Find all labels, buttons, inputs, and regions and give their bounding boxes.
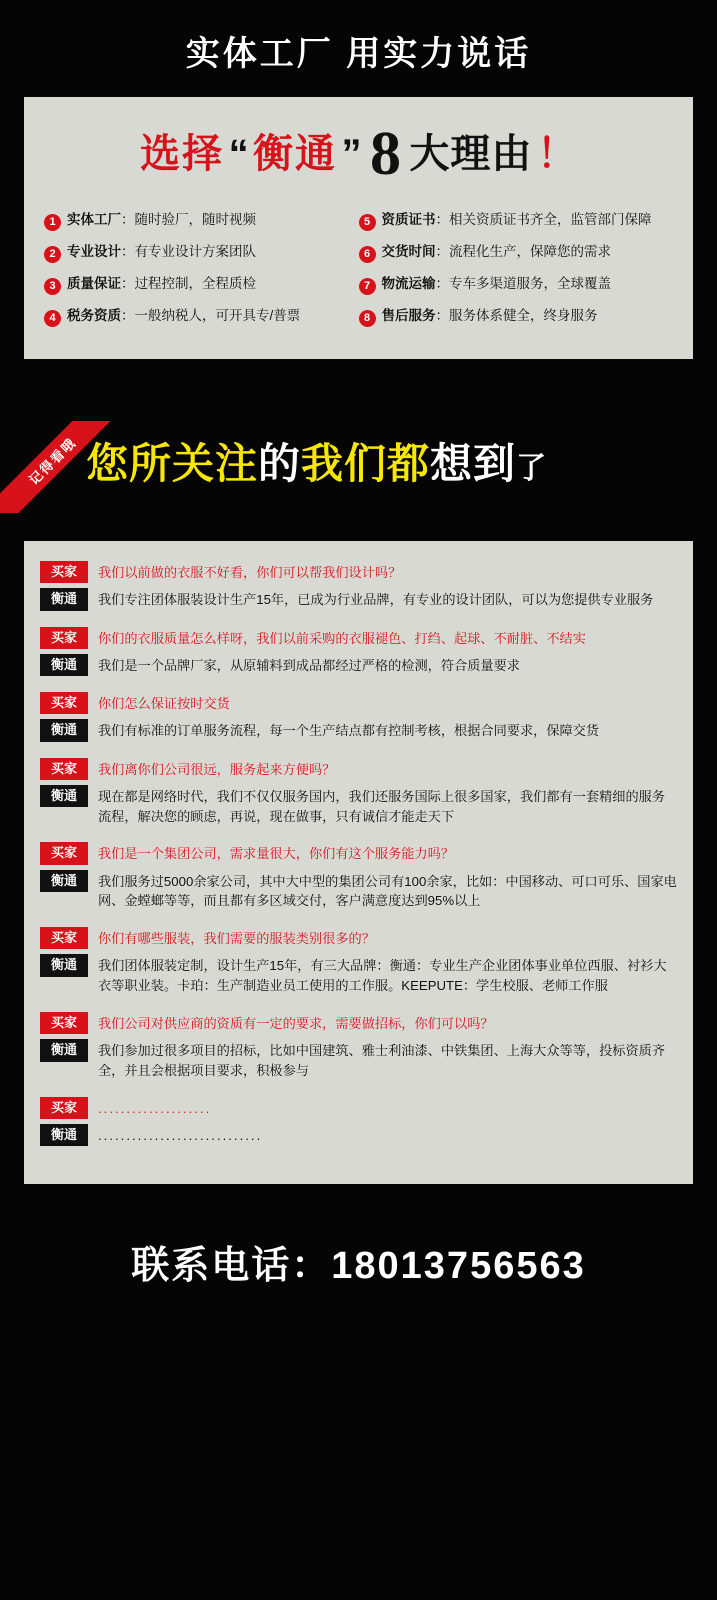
reason-desc: 有专业设计方案团队 xyxy=(134,244,256,259)
qa-answer-text: 我们有标准的订单服务流程，每一个生产结点都有控制考核，根据合同要求，保障交货 xyxy=(98,723,600,739)
qa-question-row xyxy=(40,842,677,864)
reason-label: 物流运输 xyxy=(381,276,436,291)
reasons-title xyxy=(44,119,673,188)
reason-label: 资质证书 xyxy=(381,212,436,227)
reasons-title-brand: 衡通 xyxy=(253,132,338,176)
buyer-tag: 买家 xyxy=(40,842,88,864)
brand-tag: 衡通 xyxy=(40,1124,88,1146)
reasons-card xyxy=(24,97,693,359)
reason-number-badge: 3 xyxy=(44,278,61,295)
reason-number-badge: 8 xyxy=(359,310,376,327)
qa-question-text: 我们以前做的衣服不好看，你们可以帮我们设计吗？ xyxy=(98,565,402,580)
reason-desc: 过程控制，全程质检 xyxy=(134,276,256,291)
reason-label: 质量保证 xyxy=(67,276,121,291)
corner-ribbon-label: 记得看哦 xyxy=(0,421,118,513)
qa-block xyxy=(40,561,677,611)
contact-phone-bar xyxy=(0,1210,717,1319)
reason-text xyxy=(67,211,256,229)
qa-block xyxy=(40,842,677,911)
banner-title-part-3: 我们都 xyxy=(301,440,431,487)
qa-answer-row xyxy=(40,654,677,676)
qa-block xyxy=(40,927,677,996)
reason-separator: ： xyxy=(435,276,449,291)
reason-item xyxy=(44,301,359,333)
reason-text xyxy=(67,307,300,325)
reason-item xyxy=(359,301,674,333)
contact-phone-label: 联系电话： xyxy=(131,1245,332,1288)
reason-text xyxy=(67,275,256,293)
reason-separator: ： xyxy=(121,212,135,227)
reasons-title-number: 8 xyxy=(369,120,401,188)
reason-number-badge: 7 xyxy=(359,278,376,295)
qa-question-text: 你们有哪些服装，我们需要的服装类别很多的？ xyxy=(98,931,375,947)
reason-text xyxy=(382,211,652,229)
banner-title-part-2: 的 xyxy=(258,440,302,487)
brand-tag: 衡通 xyxy=(40,719,88,741)
reason-item xyxy=(44,269,359,301)
qa-question-text: 我们是一个集团公司，需求量很大，你们有这个服务能力吗？ xyxy=(98,846,455,862)
reason-desc: 流程化生产，保障您的需求 xyxy=(449,244,611,259)
reason-item xyxy=(44,205,359,237)
qa-answer-row xyxy=(40,1039,677,1081)
top-headline xyxy=(0,0,717,93)
brand-tag: 衡通 xyxy=(40,654,88,676)
reasons-grid xyxy=(44,205,673,333)
brand-tag: 衡通 xyxy=(40,588,88,610)
buyer-tag: 买家 xyxy=(40,927,88,949)
brand-tag: 衡通 xyxy=(40,870,88,892)
qa-answer-text: 我们是一个品牌厂家，从原辅料到成品都经过严格的检测，符合质量要求 xyxy=(98,657,520,673)
reason-number-badge: 2 xyxy=(44,246,61,263)
buyer-tag: 买家 xyxy=(40,1097,88,1119)
qa-answer-text: 我们团体服装定制，设计生产15年，有三大品牌：衡通：专业生产企业团体事业单位西服、衬衫大衣等职业装。卡珀：生产制造业员工使用的工作服。KEEPUTE：学生校服、老师工作服 xyxy=(98,958,667,994)
reason-desc: 一般纳税人，可开具专/普票 xyxy=(134,308,301,323)
contact-phone-number: 18013756563 xyxy=(331,1245,586,1288)
buyer-tag: 买家 xyxy=(40,561,88,583)
qa-question-row xyxy=(40,1097,677,1119)
qa-answer-row xyxy=(40,870,677,912)
qa-question-row xyxy=(40,758,677,780)
buyer-tag: 买家 xyxy=(40,1012,88,1034)
qa-question-row xyxy=(40,927,677,949)
reason-desc: 服务体系健全，终身服务 xyxy=(449,308,598,323)
reason-separator: ： xyxy=(121,244,135,259)
reason-separator: ： xyxy=(435,308,449,323)
reason-item xyxy=(359,237,674,269)
buyer-tag: 买家 xyxy=(40,758,88,780)
qa-answer-row xyxy=(40,954,677,996)
reasons-title-quote-close: ” xyxy=(341,132,362,176)
reason-number-badge: 4 xyxy=(44,310,61,327)
qa-question-text: 我们公司对供应商的资质有一定的要求，需要做招标，你们可以吗？ xyxy=(98,1016,494,1032)
top-headline-text: 实体工厂 用实力说话 xyxy=(185,35,532,73)
banner-title xyxy=(86,431,707,491)
reason-label: 实体工厂 xyxy=(67,212,121,227)
banner-title-part-1: 您所关注 xyxy=(86,440,259,487)
qa-question-row xyxy=(40,627,677,649)
reason-number-badge: 1 xyxy=(44,214,61,231)
qa-question-row xyxy=(40,561,677,583)
reason-label: 交货时间 xyxy=(381,244,436,259)
reason-label: 税务资质 xyxy=(67,308,121,323)
reason-label: 售后服务 xyxy=(381,308,436,323)
qa-card xyxy=(24,541,693,1184)
reason-separator: ： xyxy=(435,212,449,227)
buyer-tag: 买家 xyxy=(40,692,88,714)
qa-question-text: 你们的衣服质量怎么样呀，我们以前采购的衣服褪色、打绉、起球、不耐脏、不结实 xyxy=(98,630,586,646)
qa-answer-text: ............................. xyxy=(98,1128,263,1144)
reason-item xyxy=(359,269,674,301)
reason-item xyxy=(359,205,674,237)
reason-label: 专业设计 xyxy=(67,244,121,259)
banner-title-part-4: 想到 xyxy=(430,440,517,487)
reasons-title-quote-open: “ xyxy=(228,132,249,176)
qa-answer-row xyxy=(40,1124,677,1146)
reason-desc: 随时验厂，随时视频 xyxy=(134,212,256,227)
qa-answer-text: 我们服务过5000余家公司，其中大中型的集团公司有100余家，比如：中国移动、可口可乐、国家电网、金螳螂等等，而且都有多区域交付，客户满意度达到95%以上 xyxy=(98,873,677,909)
reasons-title-exclamation: ！ xyxy=(536,132,577,176)
reason-text xyxy=(382,275,612,293)
qa-block xyxy=(40,1097,677,1147)
qa-question-row xyxy=(40,1012,677,1034)
qa-answer-text: 我们参加过很多项目的招标，比如中国建筑、雅士利油漆、中铁集团、上海大众等等，投标资质齐全，并且会根据项目要求，积极参与 xyxy=(98,1043,666,1079)
qa-answer-row xyxy=(40,785,677,827)
qa-question-row xyxy=(40,692,677,714)
qa-question-text: 我们离你们公司很远，服务起来方便吗？ xyxy=(98,761,336,777)
reason-separator: ： xyxy=(121,276,135,291)
brand-tag: 衡通 xyxy=(40,1039,88,1061)
qa-block xyxy=(40,1012,677,1081)
attention-banner xyxy=(0,407,717,527)
qa-question-text: 你们怎么保证按时交货 xyxy=(98,696,230,711)
qa-question-text: .................... xyxy=(98,1100,212,1116)
banner-title-part-5: 了 xyxy=(516,452,547,485)
reason-separator: ： xyxy=(435,244,449,259)
reason-desc: 专车多渠道服务，全球覆盖 xyxy=(449,276,611,291)
reason-number-badge: 6 xyxy=(359,246,376,263)
reason-desc: 相关资质证书齐全，监管部门保障 xyxy=(449,212,652,227)
reasons-title-red: 选择 xyxy=(140,132,225,176)
qa-block xyxy=(40,758,677,827)
reasons-title-black: 大理由 xyxy=(409,132,533,176)
reason-text xyxy=(382,307,598,325)
qa-block xyxy=(40,627,677,677)
qa-answer-text: 我们专注团体服装设计生产15年，已成为行业品牌，有专业的设计团队，可以为您提供专业服务 xyxy=(98,592,654,608)
reason-number-badge: 5 xyxy=(359,214,376,231)
reason-item xyxy=(44,237,359,269)
qa-answer-row xyxy=(40,719,677,741)
reason-separator: ： xyxy=(121,308,135,323)
buyer-tag: 买家 xyxy=(40,627,88,649)
reason-text xyxy=(382,243,612,261)
reason-text xyxy=(67,243,256,261)
qa-block xyxy=(40,692,677,742)
brand-tag: 衡通 xyxy=(40,785,88,807)
qa-answer-row xyxy=(40,588,677,610)
qa-answer-text: 现在都是网络时代，我们不仅仅服务国内，我们还服务国际上很多国家，我们都有一套精细的服务流程，解决您的顾虑，再说，现在做事，只有诚信才能走天下 xyxy=(98,788,666,824)
brand-tag: 衡通 xyxy=(40,954,88,976)
section-divider xyxy=(0,359,717,385)
